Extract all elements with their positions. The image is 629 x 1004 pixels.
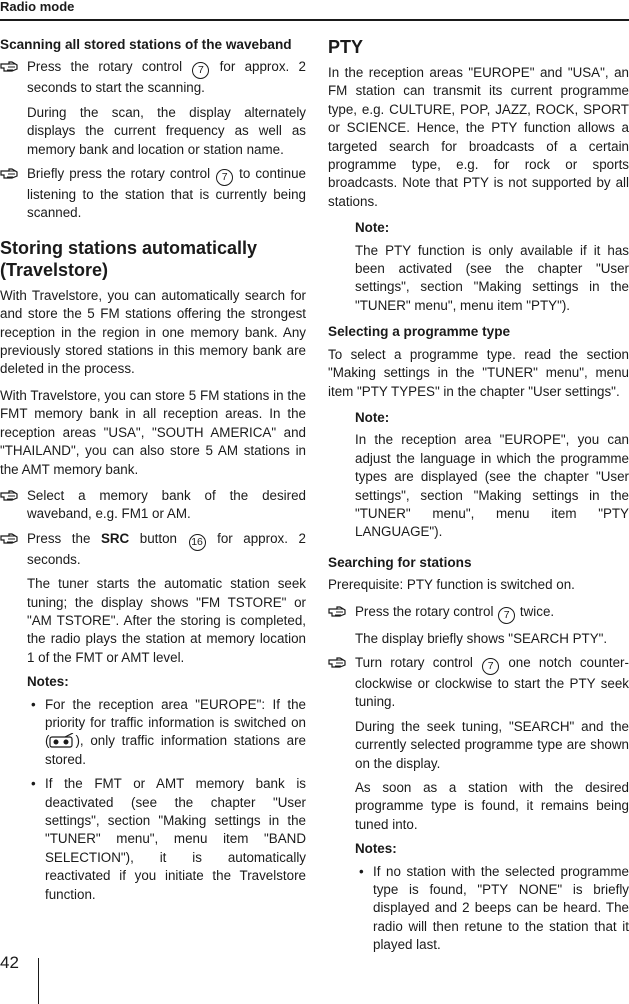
src-key-label: SRC <box>100 530 130 546</box>
bullet: • <box>359 863 364 879</box>
travelstore-step-2-detail: The tuner starts the automatic station seek tuning; the display shows "FM TSTORE" or "AM TSTORE". After the storing is completed, the radio plays the station at memory location 1 of the FMT or AMT level. <box>27 576 306 665</box>
search-step-2-result: As soon as a station with the desired programme type is found, it remains being tuned into. <box>355 780 629 832</box>
footer-divider <box>38 958 39 1004</box>
scan-step-1: Press the rotary control 7 for approx. 2 seconds to start the scanning. <box>0 58 306 97</box>
right-column <box>328 34 629 961</box>
search-heading: Searching for stations <box>328 554 472 570</box>
travelstore-intro: With Travelstore, you can automatically search for and store the 5 FM stations offering the strongest reception in the region in one memory bank. Any previously stored stations in this memory bank are deleted in the process. <box>0 287 306 377</box>
pointing-hand-icon <box>0 488 18 502</box>
traffic-radio-icon <box>49 733 75 749</box>
note-item: • If the FMT or AMT memory bank is deactivated (see the chapter "User settings", section "Making settings in the "TUNER" menu", menu item "BAND SELECTION"), it is automatically reactivated if you initiate the Travelstore function. <box>31 776 306 902</box>
header-rule <box>0 19 629 21</box>
search-step-1-detail: The display briefly shows "SEARCH PTY". <box>355 630 608 646</box>
pty-intro: In the reception areas "EUROPE" and "USA", an FM station can transmit its current programme type, e.g. CULTURE, POP, JAZZ, ROCK, SPORT or SCIENCE. Hence, the PTY function allows a targeted search for broadcasts of a certain programme type, e.g. for rock or sports broadcasts. Note that PTY is not supported by all stations. <box>328 65 629 209</box>
section-title: Radio mode <box>0 0 75 14</box>
note-item: • For the reception area "EUROPE": If the priority for traffic information is switched on ( ), only traffic information stations are stored. <box>31 696 306 767</box>
scan-heading: Scanning all stored stations of the waveband <box>0 37 292 52</box>
pointing-hand-icon <box>328 604 346 618</box>
travelstore-heading: Storing stations automatically (Travelstore) <box>0 237 258 280</box>
select-type-heading: Selecting a programme type <box>328 324 511 340</box>
search-step-2-detail: During the seek tuning, "SEARCH" and the currently selected programme type are shown on the display. <box>355 718 629 771</box>
bullet: • <box>31 696 36 712</box>
control-number-badge: 7 <box>482 658 499 675</box>
pointing-hand-icon <box>0 531 18 545</box>
search-prerequisite: Prerequisite: PTY function is switched on. <box>328 577 575 593</box>
notes-label: Notes: <box>355 841 397 857</box>
scan-step-1-detail: During the scan, the display alternately displays the current frequency as well as memory bank and location or station name. <box>27 104 306 157</box>
note-item: • If no station with the selected programme type is found, "PTY NONE" is briefly displayed and 2 beeps can be heard. The radio will then retune to the station that it played last. <box>359 863 629 953</box>
note-text: The PTY function is only available if it has been activated (see the chapter "User settings", section "Making settings in the "TUNER" menu", menu item "PTY"). <box>355 242 629 313</box>
search-step-1: Press the rotary control 7 twice. <box>328 603 629 624</box>
search-step-2: Turn rotary control 7 one notch counter-clockwise or clockwise to start the PTY seek tuning. <box>328 654 629 712</box>
control-number-badge: 7 <box>216 169 233 186</box>
travelstore-step-1: Select a memory bank of the desired waveband, e.g. FM1 or AM. <box>0 487 306 524</box>
travelstore-step-2: Press the SRC button 16 for approx. 2 seconds. <box>0 530 306 569</box>
notes-label: Notes: <box>27 674 69 690</box>
note-label: Note: <box>355 220 390 236</box>
bullet: • <box>31 776 36 792</box>
control-number-badge: 7 <box>192 62 209 79</box>
control-number-badge: 7 <box>498 607 515 624</box>
pointing-hand-icon <box>328 655 346 669</box>
control-number-badge: 16 <box>189 534 206 551</box>
left-column <box>0 34 306 910</box>
pty-heading: PTY <box>328 37 364 57</box>
page-header <box>0 0 629 21</box>
scan-step-2: Briefly press the rotary control 7 to continue listening to the station that is currently being scanned. <box>0 165 306 223</box>
page-number: 42 <box>0 953 19 972</box>
select-type-text: To select a programme type. read the section "Making settings in the "TUNER" menu", menu item "PTY TYPES" in the chapter "User settings". <box>328 346 629 399</box>
travelstore-details: With Travelstore, you can store 5 FM stations in the FMT memory bank in all reception areas. In the reception areas "USA", "SOUTH AMERICA" and "THAILAND", you can also store 5 AM stations in the AMT memory bank. <box>0 387 306 477</box>
note-label: Note: <box>355 409 390 425</box>
pointing-hand-icon <box>0 59 18 73</box>
note-text: In the reception area "EUROPE", you can adjust the language in which the programme types are displayed (see the chapter "User settings", section "Making settings in the "TUNER" menu", menu item "PTY LANGUAGE"). <box>355 432 629 540</box>
pointing-hand-icon <box>0 166 18 180</box>
